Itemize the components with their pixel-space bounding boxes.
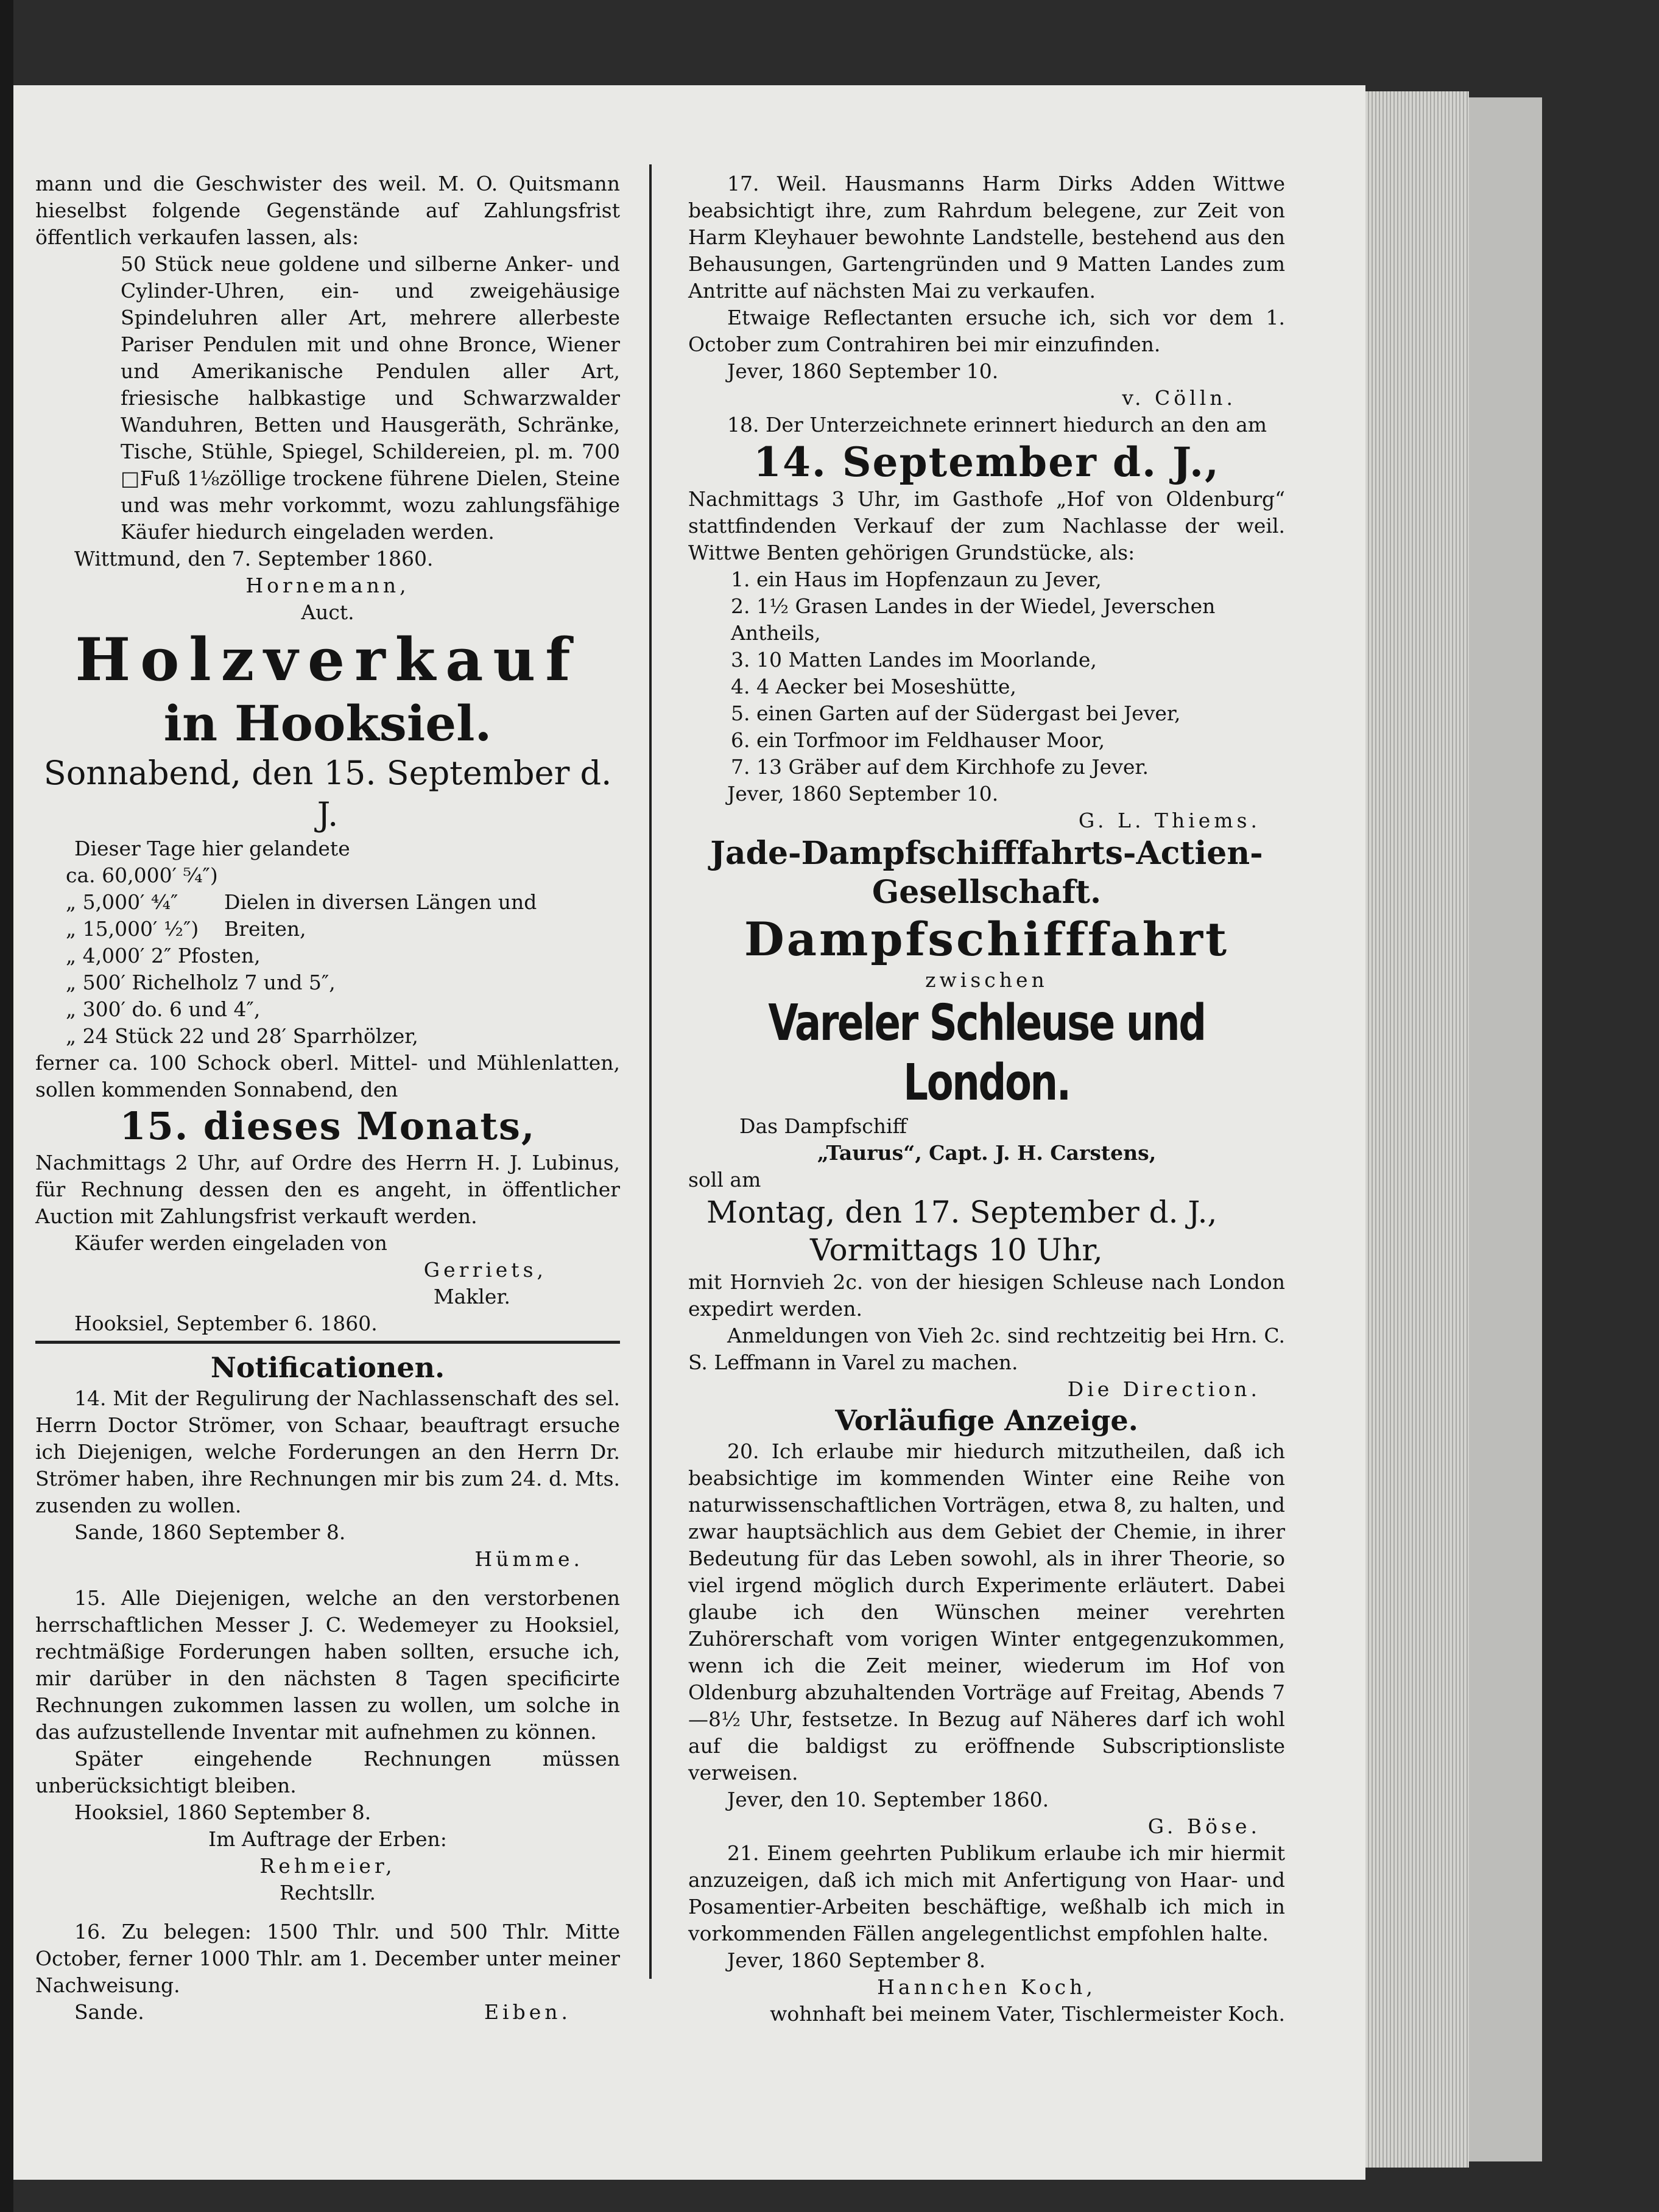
- notice-14: 14. Mit der Regulirung der Nachlassenschaft des sel. Herrn Doctor Strömer, von Schaar, beauftragt ersuche ich Diejenigen, welche Forderungen an den Herrn Dr. Strömer haben, ihre Rechnungen mir bis zum 24. d. Mts. zusenden zu wollen.: [35, 1386, 620, 1517]
- holz-row: [35, 862, 620, 889]
- holz-row: [35, 916, 620, 943]
- left-column: [35, 170, 620, 2026]
- notice-18-list: [688, 566, 1285, 781]
- ship-name: „Taurus“, Capt. J. H. Carstens,: [817, 1141, 1157, 1165]
- notice-14-signature: Hümme.: [474, 1547, 583, 1571]
- holzverkauf-text: ferner ca. 100 Schock oberl. Mittel- und Mühlenlatten, sollen kommenden Sonnabend, den: [35, 1051, 620, 1101]
- list-item: 2. 1½ Grasen Landes in der Wiedel, Jeverschen Antheils,: [731, 594, 1216, 645]
- ship-time: Vormittags 10 Uhr,: [810, 1232, 1103, 1268]
- holz-desc: Dielen in diversen Längen und: [224, 890, 537, 914]
- notice-15-sig3: Rechtsllr.: [279, 1881, 376, 1905]
- auction-intro: mann und die Geschwister des weil. M. O. Quitsmann hieselbst folgende Gegenstände auf Zahlungsfrist öffentlich verkaufen lassen, als:: [35, 172, 620, 249]
- zwischen-label: zwischen: [925, 968, 1048, 992]
- book-spine-shadow: [0, 0, 13, 2212]
- holzverkauf-place: in Hooksiel.: [163, 695, 492, 752]
- holzverkauf-intro: Dieser Tage hier gelandete: [74, 837, 350, 860]
- notificationen-title: Notificationen.: [210, 1351, 445, 1384]
- ship-intro: Das Dampfschiff: [739, 1114, 907, 1138]
- list-item: 7. 13 Gräber auf dem Kirchhofe zu Jever.: [731, 755, 1149, 779]
- holzverkauf-signature-title: Makler.: [433, 1285, 510, 1308]
- vorlaeufige-anzeige-title: Vorläufige Anzeige.: [835, 1404, 1138, 1437]
- notice-18-intro: 18. Der Unterzeichnete erinnert hiedurch an den am: [727, 413, 1267, 437]
- list-item: 6. ein Torfmoor im Feldhauser Moor,: [731, 728, 1105, 752]
- section-rule: [35, 1341, 620, 1344]
- notice-17-signature: v. Cölln.: [1122, 386, 1236, 410]
- page-stack-edge: [1365, 91, 1469, 2168]
- notice-17-date: Jever, 1860 September 10.: [727, 359, 999, 383]
- column-divider: [649, 164, 652, 1979]
- notice-18-signature: G. L. Thiems.: [1078, 809, 1261, 832]
- route-title: Vareler Schleuse und London.: [768, 994, 1205, 1112]
- list-item: 4. 4 Aecker bei Moseshütte,: [731, 675, 1016, 698]
- holzverkauf-title: Holzverkauf: [75, 625, 580, 694]
- soll-am-label: soll am: [688, 1168, 761, 1192]
- holz-row: [35, 889, 620, 916]
- notice-20-date: Jever, den 10. September 1860.: [727, 1788, 1049, 1811]
- holz-quantity: „ 15,000′ ¹⁄₂″): [66, 917, 199, 941]
- holz-row: „ 24 Stück 22 und 28′ Sparrhölzer,: [66, 1024, 418, 1048]
- holz-desc: [224, 862, 620, 889]
- notice-18-date: 14. September d. J.,: [753, 438, 1220, 486]
- ship-text2: Anmeldungen von Vieh 2c. sind rechtzeitig bei Hrn. C. S. Leffmann in Varel zu machen.: [688, 1324, 1285, 1374]
- auction-date: Wittmund, den 7. September 1860.: [74, 547, 434, 571]
- holz-desc: Breiten,: [224, 917, 306, 941]
- notice-16-signature: Eiben.: [484, 2000, 571, 2024]
- holzverkauf-big-date: 15. dieses Monats,: [119, 1104, 536, 1148]
- holzverkauf-text3: Käufer werden eingeladen von: [74, 1231, 387, 1255]
- ship-date: Montag, den 17. September d. J.,: [706, 1195, 1217, 1230]
- notice-16-place: Sande.: [74, 2000, 144, 2024]
- notice-15-sig1: Im Auftrage der Erben:: [208, 1827, 447, 1851]
- notice-18-date-line: Jever, 1860 September 10.: [727, 782, 999, 806]
- holzverkauf-text2: Nachmittags 2 Uhr, auf Ordre des Herrn H. J. Lubinus, für Rechnung dessen den es angeht, in öffentlicher Auction mit Zahlungsfrist verkauft werden.: [35, 1151, 620, 1228]
- auction-signature-title: Auct.: [301, 600, 354, 624]
- notice-16-footer: [35, 1999, 620, 2026]
- holzverkauf-list: [35, 862, 620, 1050]
- holz-row: „ 500′ Richelholz 7 und 5″,: [66, 971, 336, 994]
- notice-14-date: Sande, 1860 September 8.: [74, 1520, 346, 1544]
- notice-21: 21. Einem geehrten Publikum erlaube ich mir hiermit anzuzeigen, daß ich mich mit Anfertigung von Haar- und Posamentier-Arbeiten beschäftige, weßhalb ich mich in vorkommenden Fällen angelegentlichst empfohlen halte.: [688, 1841, 1285, 1945]
- notice-15b: Später eingehende Rechnungen müssen unberücksichtigt bleiben.: [35, 1747, 620, 1797]
- holz-quantity: „ 5,000′ ⁴⁄₄″: [66, 890, 178, 914]
- holzverkauf-signature: Gerriets,: [423, 1258, 547, 1282]
- notice-17b: Etwaige Reflectanten ersuche ich, sich vor dem 1. October zum Contrahiren bei mir einzufinden.: [688, 306, 1285, 356]
- holz-quantity: ca. 60,000′ ⁵⁄₄″): [66, 863, 218, 887]
- notice-15-sig2: Rehmeier,: [259, 1854, 396, 1878]
- dampfschifffahrt-title: Dampfschifffahrt: [744, 912, 1230, 966]
- notice-21-date: Jever, 1860 September 8.: [727, 1948, 986, 1972]
- right-column: [688, 170, 1285, 2028]
- ship-signature: Die Direction.: [1067, 1377, 1261, 1401]
- holzverkauf-date-line: Hooksiel, September 6. 1860.: [74, 1311, 378, 1335]
- list-item: 1. ein Haus im Hopfenzaun zu Jever,: [731, 567, 1102, 591]
- holz-row: „ 4,000′ 2″ Pfosten,: [66, 944, 261, 967]
- notice-17: 17. Weil. Hausmanns Harm Dirks Adden Wittwe beabsichtigt ihre, zum Rahrdum belegene, zur Zeit von Harm Kleyhauer bewohnte Landstelle, bestehend aus den Behausungen, Gartengründen und 9 Matten Landes zum Antritte auf nächsten Mai zu verkaufen.: [688, 172, 1285, 303]
- notice-21-signature: Hannchen Koch,: [877, 1975, 1096, 1999]
- holz-row: „ 300′ do. 6 und 4″,: [66, 997, 261, 1021]
- auction-goods: 50 Stück neue goldene und silberne Anker- und Cylinder-Uhren, ein- und zweigehäusige Spindeluhren aller Art, mehrere allerbeste Pariser Pendulen mit und ohne Bronce, Wiener und Amerikanische Pendulen aller Art, friesische halbkastige und Schwarzwalder Wanduhren, Betten und Hausgeräth, Schränke, Tische, Stühle, Spiegel, Schildereien, pl. m. 700 □Fuß 1⅛zöllige trockene führene Dielen, Steine und was mehr vorkommt, wozu zahlungsfähige Käufer hiedurch eingeladen werden.: [121, 252, 620, 544]
- notice-16: 16. Zu belegen: 1500 Thlr. und 500 Thlr. Mitte October, ferner 1000 Thlr. am 1. December unter meiner Nachweisung.: [35, 1920, 620, 1997]
- auction-signature: Hornemann,: [245, 574, 410, 597]
- list-item: 3. 10 Matten Landes im Moorlande,: [731, 648, 1097, 672]
- list-item: 5. einen Garten auf der Südergast bei Jever,: [731, 701, 1181, 725]
- notice-15: 15. Alle Diejenigen, welche an den verstorbenen herrschaftlichen Messer J. C. Wedemeyer zu Hooksiel, rechtmäßige Forderungen haben sollten, ersuche ich, mir darüber in den nächsten 8 Tagen specificirte Rechnungen zukommen lassen zu wollen, um solche in das aufzustellende Inventar mit aufnehmen zu können.: [35, 1586, 620, 1744]
- notice-20: 20. Ich erlaube mir hiedurch mitzutheilen, daß ich beabsichtige im kommenden Winter eine Reihe von naturwissenschaftlichen Vorträgen, etwa 8, zu halten, und zwar hauptsächlich aus dem Gebiet der Chemie, in ihrer Bedeutung für das Leben sowohl, als in ihrer Theorie, so viel irgend möglich durch Experimente erläutert. Dabei glaube ich den Wünschen meiner verehrten Zuhörerschaft vom vorigen Winter entgegenzukommen, wenn ich die Zeit meiner, wiederum im Hof von Oldenburg abzuhaltenden Vorträge auf Freitag, Abends 7—8½ Uhr, festsetze. In Bezug auf Näheres darf ich wohl auf die baldigst zu eröffnende Subscriptionsliste verweisen.: [688, 1439, 1285, 1785]
- notice-15-date: Hooksiel, 1860 September 8.: [74, 1800, 372, 1824]
- notice-20-signature: G. Böse.: [1147, 1814, 1261, 1838]
- book-cover-edge: [1469, 97, 1542, 2161]
- ship-text: mit Hornvieh 2c. von der hiesigen Schleuse nach London expedirt werden.: [688, 1270, 1285, 1321]
- notice-21-signature-line2: wohnhaft bei meinem Vater, Tischlermeister Koch.: [770, 2002, 1285, 2026]
- holzverkauf-date: Sonnabend, den 15. September d. J.: [43, 754, 612, 834]
- notice-18-text: Nachmittags 3 Uhr, im Gasthofe „Hof von Oldenburg“ stattfindenden Verkauf der zum Nachlasse der weil. Wittwe Benten gehörigen Grundstücke, als:: [688, 487, 1285, 564]
- jade-company-title: Jade-Dampfschifffahrts-Actien-Gesellschaft.: [710, 835, 1263, 911]
